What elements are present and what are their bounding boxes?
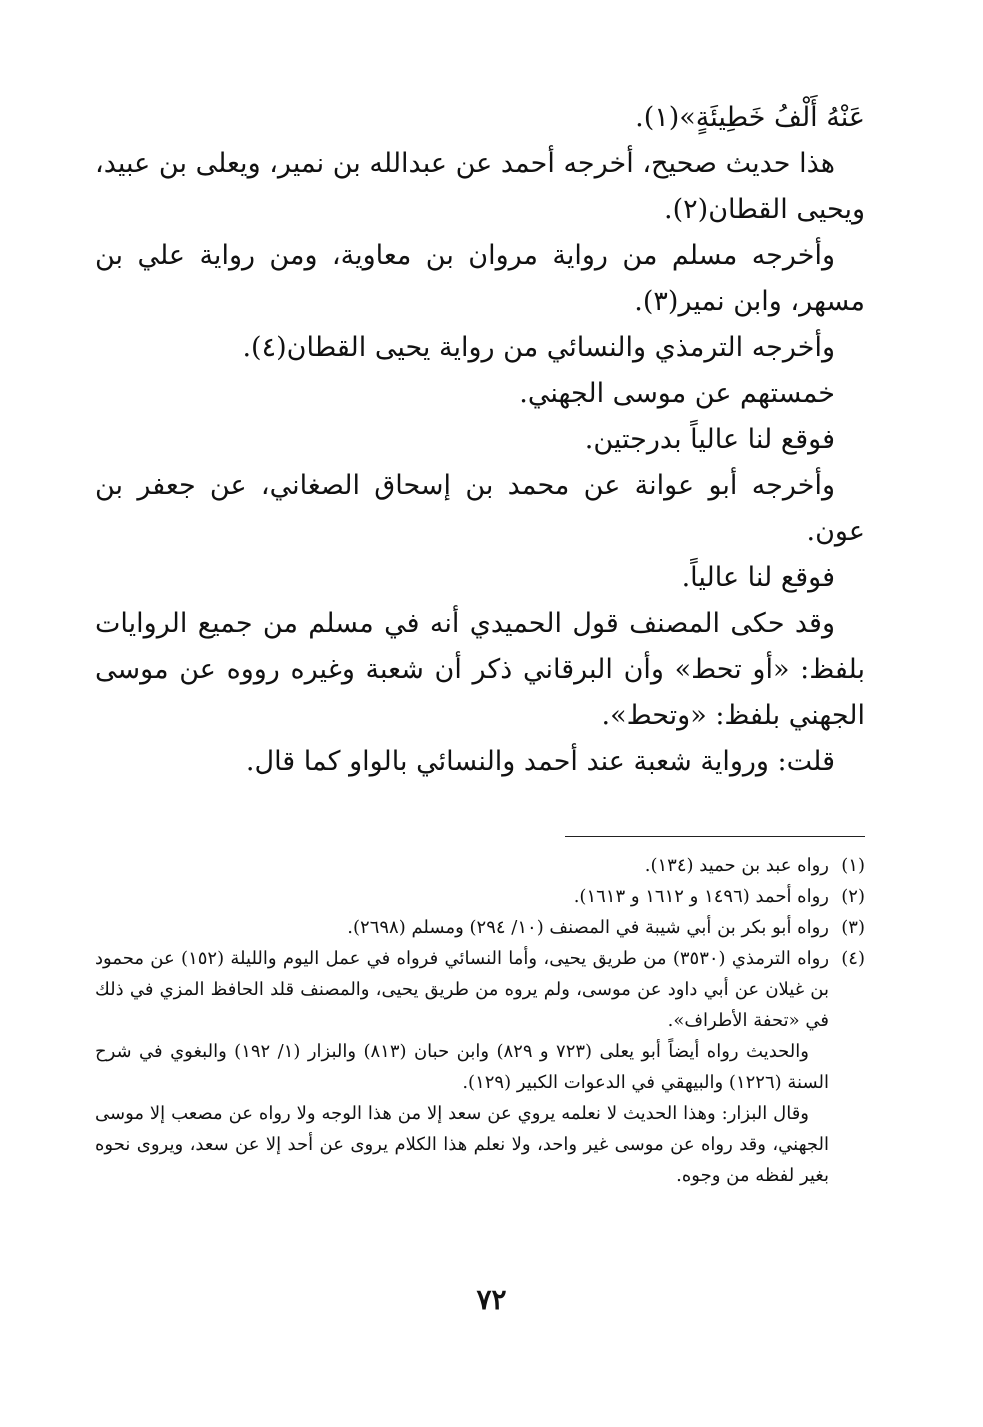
footnote xyxy=(95,912,865,943)
paragraph: وأخرجه الترمذي والنسائي من رواية يحيى القطان(٤). xyxy=(242,332,835,363)
main-text xyxy=(95,95,865,785)
footnote-number: (٣) xyxy=(841,917,865,938)
footnote xyxy=(95,881,865,912)
paragraph: هذا حديث صحيح، أخرجه أحمد عن عبدالله بن نمير، ويعلى بن عبيد، ويحيى القطان(٢). xyxy=(95,148,865,225)
footnote-number: (٢) xyxy=(841,886,865,907)
footnote-text: والحديث رواه أيضاً أبو يعلى (٧٢٣ و ٨٢٩) وابن حبان (٨١٣) والبزار (١/ ١٩٢) والبغوي في شرح السنة (١٢٢٦) والبيهقي في الدعوات الكبير (١٢٩). xyxy=(95,1041,829,1093)
footnote-number: (٤) xyxy=(841,948,865,969)
paragraph: عَنْهُ أَلْفُ خَطِيئَةٍ»(١). xyxy=(635,102,865,133)
paragraph: فوقع لنا عالياً. xyxy=(681,562,835,593)
page-number: ٧٢ xyxy=(476,1283,507,1316)
paragraph: وأخرجه أبو عوانة عن محمد بن إسحاق الصغاني، عن جعفر بن عون. xyxy=(95,470,865,547)
paragraph: وقد حكى المصنف قول الحميدي أنه في مسلم من جميع الروايات بلفظ: «أو تحط» وأن البرقاني ذكر أن شعبة وغيره رووه عن موسى الجهني بلفظ: «وتحط». xyxy=(95,608,865,731)
footnote-text: وقال البزار: وهذا الحديث لا نعلمه يروي عن سعد إلا من هذا الوجه ولا رواه عن مصعب إلا موسى الجهني، وقد رواه عن موسى غير واحد، ولا نعلم هذا الكلام يروى عن أحد إلا عن سعد، ويروى نحوه بغير لفظه من وجوه. xyxy=(95,1103,829,1186)
footnote-text: رواه عبد بن حميد (١٣٤). xyxy=(644,855,829,876)
paragraph: خمستهم عن موسى الجهني. xyxy=(519,378,835,409)
footnote xyxy=(95,850,865,881)
footnote-divider xyxy=(565,836,865,837)
footnote-text: رواه الترمذي (٣٥٣٠) من طريق يحيى، وأما النسائي فرواه في عمل اليوم والليلة (١٥٢) عن محمود بن غيلان عن أبي داود عن موسى، ولم يروه من طريق يحيى، والمصنف قلد الحافظ المزي في ذلك في «تحفة الأطراف». xyxy=(95,948,830,1031)
footnote-text: رواه أبو بكر بن أبي شيبة في المصنف (١٠/ ٢٩٤) ومسلم (٢٦٩٨). xyxy=(347,917,829,938)
page-content xyxy=(95,95,865,785)
paragraph: قلت: ورواية شعبة عند أحمد والنسائي بالواو كما قال. xyxy=(245,746,835,777)
footnote-text: رواه أحمد (١٤٩٦ و ١٦١٢ و ١٦١٣). xyxy=(573,886,829,907)
footnote xyxy=(95,943,865,1191)
paragraph: فوقع لنا عالياً بدرجتين. xyxy=(584,424,835,455)
footnotes xyxy=(95,850,865,1191)
paragraph: وأخرجه مسلم من رواية مروان بن معاوية، ومن رواية علي بن مسهر، وابن نمير(٣). xyxy=(95,240,865,317)
footnote-number: (١) xyxy=(841,855,865,876)
